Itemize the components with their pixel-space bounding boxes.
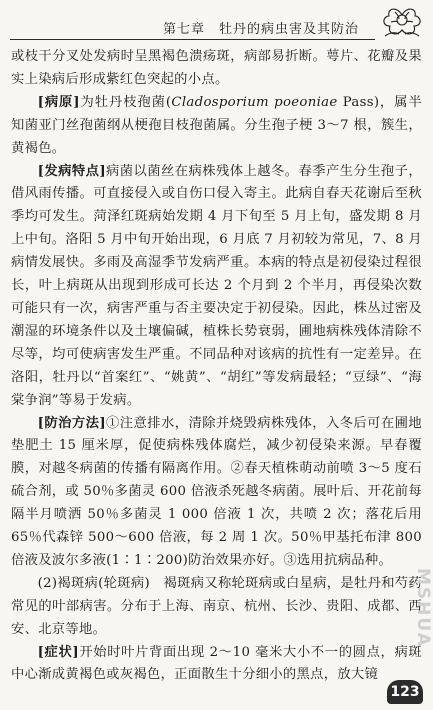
section-tag: [ 防治方法 ] xyxy=(38,416,106,431)
paragraph-text: 开始时叶片背面出现 2～10 毫米大小不一的圆点，病斑中心渐成黄褐色或灰褐色，正面散生十分细小的黑点，放大镜 xyxy=(11,644,422,683)
paragraph-control-methods xyxy=(11,413,422,573)
paragraph-brown-spot: (2)褐斑病(轮斑病) 褐斑病又称轮斑病或白星病，是牡丹和芍药常见的叶部病害。分布于上海、南京、杭州、长沙、贵阳、成都、西安、北京等地。 xyxy=(11,575,422,637)
section-tag: [ 症状 ] xyxy=(38,645,79,660)
page-header xyxy=(0,0,433,40)
section-tag: [ 病原 ] xyxy=(38,95,80,110)
header-rule xyxy=(10,39,375,40)
watermark: MSHUA xyxy=(413,568,433,648)
section-tag: [ 发病特点 ] xyxy=(38,164,106,179)
paragraph-disease-features xyxy=(11,161,422,413)
peony-flower-icon xyxy=(377,2,427,42)
paragraph-pathogen xyxy=(11,92,422,161)
latin-name: Cladosporium poeoniae xyxy=(171,94,338,110)
paragraph-text: ①注意排水，清除并烧毁病株残体，入冬后可在圃地垫肥土 15 厘米厚，促使病株残体腐烂，减少初侵染来源。早春覆膜，对越冬病菌的传播有隔离作用。②春天植株萌动前喷 3～5 度石硫合剂，或 50％多菌灵 600 倍液杀死越冬病菌。展叶后、开花前每隔半月喷洒 50％多菌灵 1 000 倍液 1 次，共喷 2 次；落花后用 65％代森锌 500～600 倍液，每 2 周 1 次。50％甲基托布津 800 倍液及波尔多液(1∶1∶200)防治效果亦好。③选用抗病品种。 xyxy=(11,415,422,568)
paragraph-symptoms xyxy=(11,642,422,688)
paragraph-text: Pass)，属半知菌亚门丝孢菌纲从梗孢目枝孢菌属。分生孢子梗 3～7 根，簇生，黄褐色。 xyxy=(11,94,422,156)
page-number: 123 xyxy=(387,680,423,704)
body-text xyxy=(11,46,422,687)
paragraph: 或枝干分叉处发病时呈黑褐色溃疡斑，病部易折断。萼片、花瓣及果实上染病后形成紫红色突起的小点。 xyxy=(11,49,422,87)
paragraph-text: 为牡丹枝孢菌( xyxy=(79,94,172,110)
chapter-title: 第七章 牡丹的病虫害及其防治 xyxy=(162,22,359,37)
paragraph-text: 病菌以菌丝在病株残体上越冬。春季产生分生孢子，借风雨传播。可直接侵入或自伤口侵入寄主。此病自春天花谢后至秋季均可发生。菏泽红斑病始发期 4 月下旬至 5 月上旬，盛发期 8 月上中旬。洛阳 5 月中旬开始出现，6 月底 7 月初较为常见，7、8 月病情发展快。多雨及高湿季节发病严重。本病的特点是初侵染过程很长，叶上病斑从出现到形成可长达 2 个月到 2 个半月，再侵染次数可能只有一次，病害严重与否主要决定于初侵染。因此，株丛过密及潮湿的环境条件以及土壤偏碱，植株长势衰弱，圃地病株残体清除不尽等，均可使病害发生严重。不同品种对该病的抗性有一定差异。在洛阳，牡丹以“首案红”、“姚黄”、“胡红”等发病最轻；“豆绿”、“海棠争润”等易于发病。 xyxy=(11,163,422,408)
